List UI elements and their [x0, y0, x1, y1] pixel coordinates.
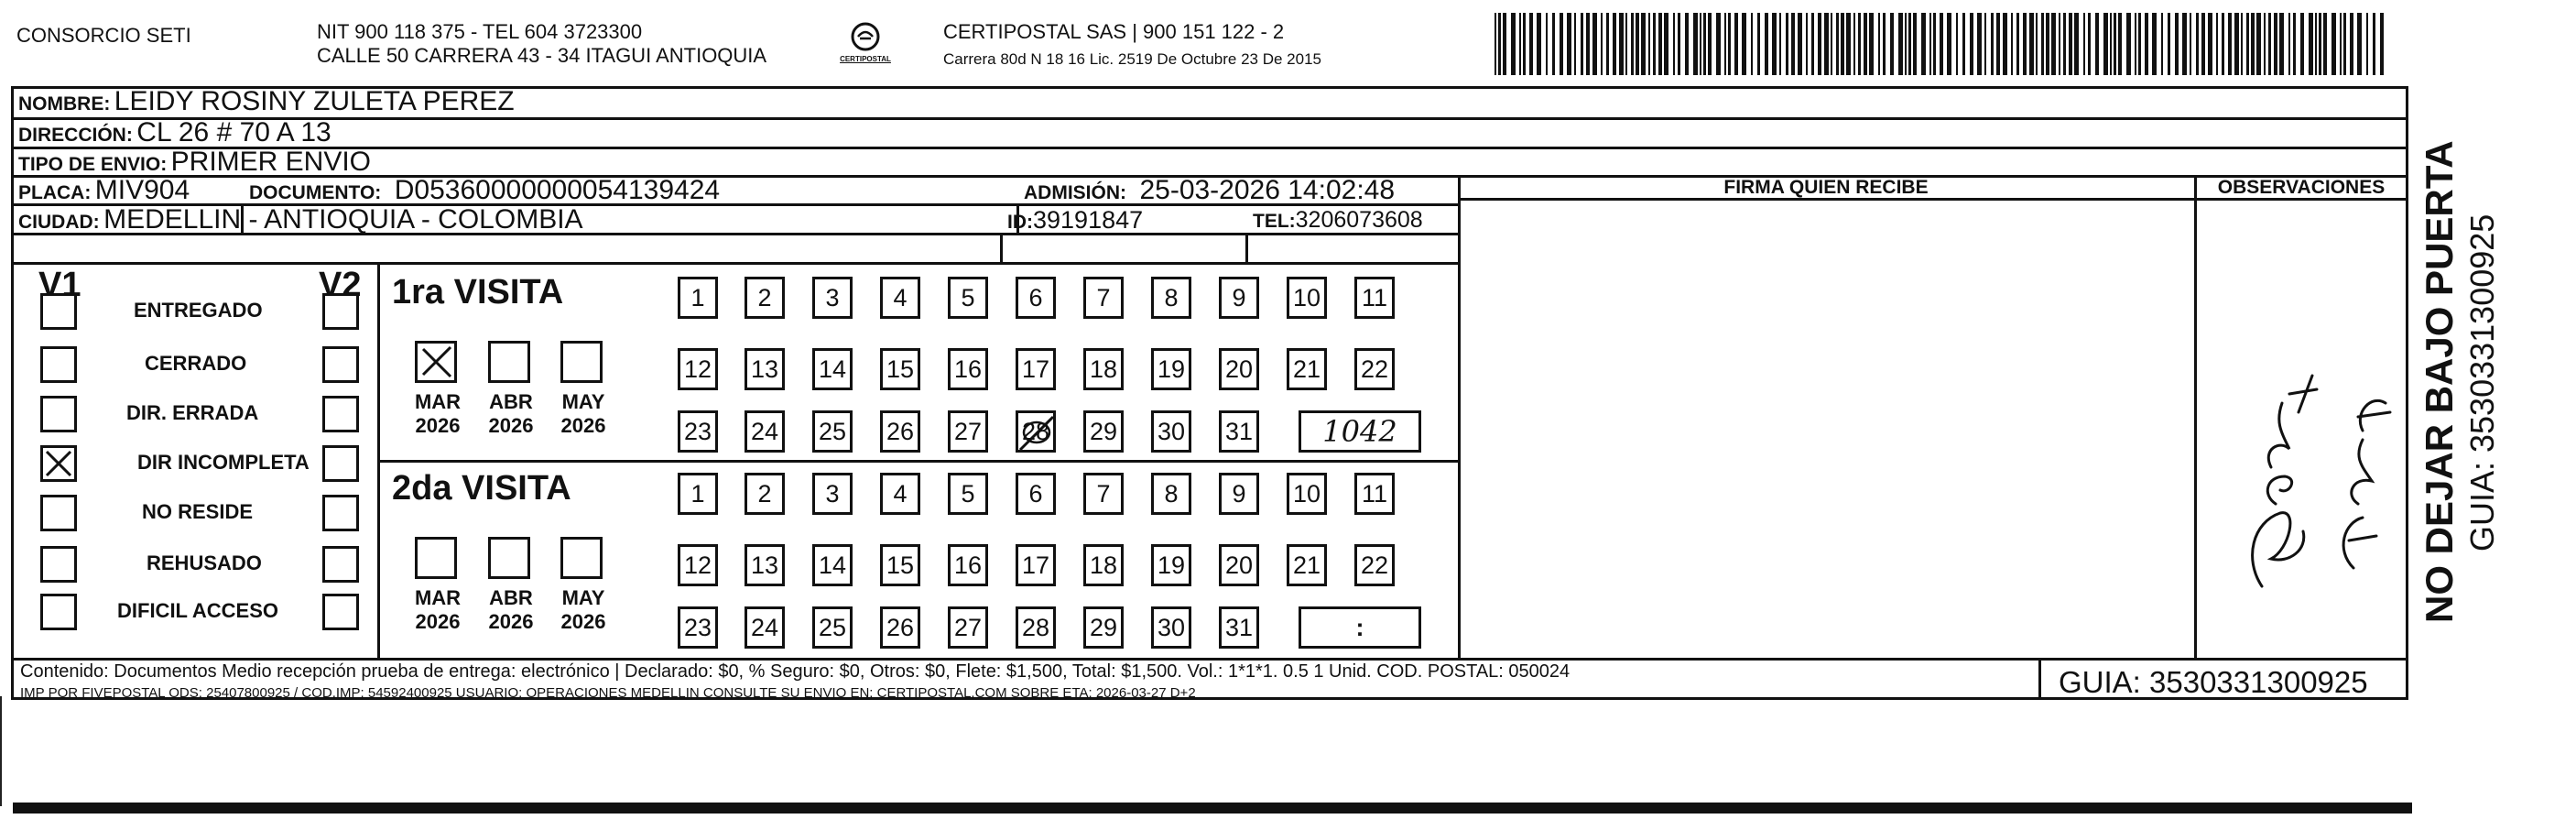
month-name: ABR [489, 390, 533, 413]
second-day-box[interactable]: 18 [1083, 544, 1124, 586]
logo-text: CERTIPOSTAL [840, 55, 891, 63]
second-day-box[interactable]: 30 [1151, 606, 1191, 649]
tipo-envio-label: TIPO DE ENVIO: [18, 154, 168, 175]
second-visit-time-box[interactable]: : [1299, 606, 1421, 649]
first-day-box[interactable]: 30 [1151, 410, 1191, 453]
month-year: 2026 [488, 610, 534, 633]
ciudad-label: CIUDAD: [18, 212, 100, 233]
nombre-label: NOMBRE: [18, 93, 111, 115]
first-day-box[interactable]: 26 [880, 410, 920, 453]
no-dejar-bajo-puerta: NO DEJAR BAJO PUERTA [2418, 140, 2461, 623]
second-day-box[interactable]: 23 [678, 606, 718, 649]
first-day-box[interactable]: 13 [745, 348, 785, 390]
month-name: MAY [561, 390, 605, 413]
barcode [1495, 13, 2392, 75]
v2-label: V2 [319, 266, 362, 304]
first-day-box[interactable]: 27 [948, 410, 988, 453]
second-day-box[interactable]: 13 [745, 544, 785, 586]
month-name: MAR [414, 390, 462, 413]
first-day-box[interactable]: 23 [678, 410, 718, 453]
second-day-box[interactable]: 3 [812, 473, 853, 515]
month-year: 2026 [415, 414, 461, 437]
second-day-box[interactable]: 19 [1151, 544, 1191, 586]
first-day-box[interactable]: 5 [948, 277, 988, 319]
documento-value: D05360000000054139424 [394, 175, 721, 205]
address-line: CALLE 50 CARRERA 43 - 34 ITAGUI ANTIOQUIA [317, 44, 767, 67]
first-day-box[interactable]: 14 [812, 348, 853, 390]
month-label [406, 586, 470, 634]
month-label [479, 390, 543, 438]
first-month-checkbox-abr[interactable] [488, 341, 530, 383]
tel-label: TEL: [1253, 211, 1296, 232]
second-day-box[interactable]: 26 [880, 606, 920, 649]
first-day-box[interactable]: 6 [1016, 277, 1056, 319]
v2-checkbox[interactable] [322, 594, 359, 630]
documento-label: DOCUMENTO: [249, 182, 382, 203]
second-day-box[interactable]: 10 [1287, 473, 1327, 515]
second-day-box[interactable]: 12 [678, 544, 718, 586]
second-day-box[interactable]: 21 [1287, 544, 1327, 586]
first-day-box[interactable]: 11 [1354, 277, 1395, 319]
status-label: NO RESIDE [142, 500, 254, 523]
second-day-box[interactable]: 24 [745, 606, 785, 649]
status-label: DIR. ERRADA [126, 401, 259, 424]
first-day-box[interactable]: 21 [1287, 348, 1327, 390]
status-label: REHUSADO [147, 551, 262, 574]
first-day-box[interactable]: 19 [1151, 348, 1191, 390]
second-day-box[interactable]: 8 [1151, 473, 1191, 515]
second-day-box[interactable]: 25 [812, 606, 853, 649]
admision-label: ADMISIÓN: [1024, 182, 1126, 203]
footer-imp: IMP POR FIVEPOSTAL ODS: 25407800925 / COD.IMP: 54592400925 USUARIO: OPERACIONES MEDELLIN CONSULTE SU ENVIO EN: CERTIPOSTAL.COM SOBRE ETA: 2026-03-27 D+2 [20, 685, 1196, 701]
v2-checkbox[interactable] [322, 346, 359, 383]
first-day-box[interactable]: 29 [1083, 410, 1124, 453]
footer-contenido: Contenido: Documentos Medio recepción prueba de entrega: electrónico | Declarado: $0, % Seguro: $0, Otros: $0, Flete: $1,500, Total: $1,500. Vol.: 1*1*1. 0.5 1 Unid. COD. POSTAL: 050024 [20, 661, 1571, 682]
scan-bottom-border [13, 803, 2412, 814]
month-year: 2026 [415, 610, 461, 633]
first-day-box[interactable]: 9 [1219, 277, 1259, 319]
first-day-box[interactable]: 7 [1083, 277, 1124, 319]
id-label: ID: [1007, 212, 1033, 233]
first-day-box[interactable]: 17 [1016, 348, 1056, 390]
first-day-box[interactable]: 4 [880, 277, 920, 319]
scan-edge [0, 696, 15, 806]
v2-checkbox[interactable] [322, 495, 359, 531]
status-label: ENTREGADO [134, 299, 263, 322]
firma-header: FIRMA QUIEN RECIBE [1723, 177, 1929, 198]
second-day-box[interactable]: 1 [678, 473, 718, 515]
first-visit-time-box[interactable]: 1042 [1299, 410, 1421, 453]
first-day-box[interactable]: 18 [1083, 348, 1124, 390]
month-label [406, 390, 470, 438]
v1-checkbox[interactable] [40, 346, 77, 383]
first-day-box[interactable]: 12 [678, 348, 718, 390]
certipostal-logo-icon [833, 18, 897, 70]
ciudad-value: MEDELLIN - ANTIOQUIA - COLOMBIA [103, 204, 583, 235]
second-day-box[interactable]: 28 [1016, 606, 1056, 649]
second-day-box[interactable]: 22 [1354, 544, 1395, 586]
status-label: DIFICIL ACCESO [117, 599, 279, 622]
first-day-box[interactable]: 2 [745, 277, 785, 319]
status-label: CERRADO [145, 352, 247, 375]
first-day-box[interactable]: 20 [1219, 348, 1259, 390]
month-label [479, 586, 543, 634]
placa-label: PLACA: [18, 182, 92, 203]
first-month-checkbox-mar[interactable] [415, 341, 457, 383]
v1-label: V1 [38, 266, 82, 304]
v1-checkbox[interactable] [40, 445, 77, 482]
second-day-box[interactable]: 15 [880, 544, 920, 586]
second-day-box[interactable]: 29 [1083, 606, 1124, 649]
second-day-box[interactable]: 16 [948, 544, 988, 586]
second-day-box[interactable]: 17 [1016, 544, 1056, 586]
v1-checkbox[interactable] [40, 293, 77, 330]
tel-value: 3206073608 [1295, 207, 1423, 233]
first-visit-title: 1ra VISITA [392, 273, 564, 311]
v1-checkbox[interactable] [40, 495, 77, 531]
v1-checkbox[interactable] [40, 594, 77, 630]
direccion-value: CL 26 # 70 A 13 [136, 117, 332, 147]
month-year: 2026 [560, 610, 606, 633]
second-day-box[interactable]: 4 [880, 473, 920, 515]
status-label: DIR INCOMPLETA [137, 451, 310, 474]
second-day-box[interactable]: 7 [1083, 473, 1124, 515]
month-name: ABR [489, 586, 533, 609]
first-day-box[interactable]: 24 [745, 410, 785, 453]
month-label [551, 586, 615, 634]
second-visit-title: 2da VISITA [392, 469, 571, 508]
first-month-checkbox-may[interactable] [560, 341, 603, 383]
second-day-box[interactable]: 6 [1016, 473, 1056, 515]
first-day-box[interactable]: 1 [678, 277, 718, 319]
month-label [551, 390, 615, 438]
first-day-box[interactable]: 22 [1354, 348, 1395, 390]
month-name: MAY [561, 586, 605, 609]
direccion-label: DIRECCIÓN: [18, 125, 133, 146]
month-year: 2026 [560, 414, 606, 437]
first-day-box[interactable]: 10 [1287, 277, 1327, 319]
first-day-box[interactable]: 25 [812, 410, 853, 453]
nombre-value: LEIDY ROSINY ZULETA PEREZ [114, 86, 515, 116]
second-day-box[interactable]: 2 [745, 473, 785, 515]
first-day-box[interactable]: 3 [812, 277, 853, 319]
second-day-box[interactable]: 31 [1219, 606, 1259, 649]
id-value: 39191847 [1033, 206, 1144, 234]
tipo-envio-value: PRIMER ENVIO [170, 147, 372, 177]
license-line: Carrera 80d N 18 16 Lic. 2519 De Octubre 23 De 2015 [943, 50, 1321, 68]
handwritten-note [2225, 339, 2399, 614]
observaciones-header: OBSERVACIONES [2217, 177, 2386, 198]
first-day-box[interactable]: 8 [1151, 277, 1191, 319]
company-name: CONSORCIO SETI [16, 24, 191, 47]
certipostal-line: CERTIPOSTAL SAS | 900 151 122 - 2 [943, 20, 1285, 43]
placa-value: MIV904 [94, 175, 190, 205]
footer-guia: GUIA: 3530331300925 [2059, 665, 2368, 699]
side-guia: GUIA: 3530331300925 [2463, 213, 2501, 551]
first-day-box[interactable]: 31 [1219, 410, 1259, 453]
second-day-box[interactable]: 27 [948, 606, 988, 649]
second-day-box[interactable]: 5 [948, 473, 988, 515]
month-name: MAR [414, 586, 462, 609]
v2-checkbox[interactable] [322, 546, 359, 583]
admision-value: 25-03-2026 14:02:48 [1139, 175, 1396, 205]
first-day-box[interactable]: 16 [948, 348, 988, 390]
second-day-box[interactable]: 14 [812, 544, 853, 586]
first-day-box[interactable]: 28 [1016, 410, 1056, 453]
v1-checkbox[interactable] [40, 546, 77, 583]
second-month-checkbox-may[interactable] [560, 537, 603, 579]
nit-line: NIT 900 118 375 - TEL 604 3723300 [317, 20, 643, 43]
second-day-box[interactable]: 9 [1219, 473, 1259, 515]
first-day-box[interactable]: 15 [880, 348, 920, 390]
v2-checkbox[interactable] [322, 445, 359, 482]
second-day-box[interactable]: 11 [1354, 473, 1395, 515]
second-month-checkbox-abr[interactable] [488, 537, 530, 579]
second-day-box[interactable]: 20 [1219, 544, 1259, 586]
month-year: 2026 [488, 414, 534, 437]
v2-checkbox[interactable] [322, 293, 359, 330]
second-month-checkbox-mar[interactable] [415, 537, 457, 579]
v1-checkbox[interactable] [40, 396, 77, 432]
v2-checkbox[interactable] [322, 396, 359, 432]
